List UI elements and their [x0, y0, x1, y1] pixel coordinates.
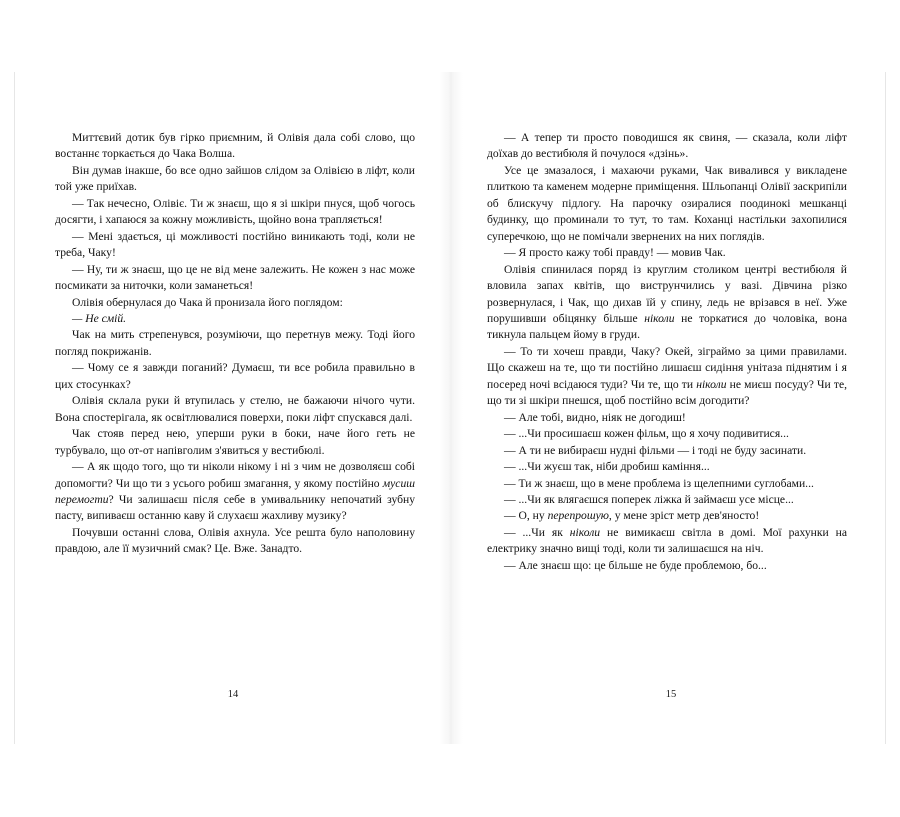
book-pages-container	[14, 72, 886, 744]
paragraph: — А тепер ти просто поводишся як свиня, — сказала, коли ліфт доїхав до вестибюля й почулося «дзінь».	[487, 131, 847, 161]
emphasis-text: мусиш перемогти	[55, 476, 415, 506]
page-number-left: 14	[227, 689, 239, 700]
paragraph: Він думав інакше, бо все одно зайшов слідом за Олівією в ліфт, коли той уже приїхав.	[55, 163, 415, 194]
paragraph: Олівія спинилася поряд із круглим столиком центрі вестибюля й вловила запах квітів, що виструнчились у вазі. Дівчина різко розвернулася, і Чак, що дихав їй у спину, ледь не врізався в неї. Уже порушивши обіцянку більше ніколи не торкатися до чоловіка, вона тикнула пальцем йому в груди.	[487, 262, 847, 342]
paragraph: Чак на мить стрепенувся, розуміючи, що перетнув межу. Тоді його погляд покрижанів.	[55, 328, 415, 358]
paragraph: Миттєвий дотик був гірко приємним, й Олівія дала собі слово, що востаннє торкається до Чака Волша.	[55, 131, 415, 161]
paragraph: — То ти хочеш правди, Чаку? Окей, зіграймо за цими правилами. Що скажеш на те, що ти постійно лишаєш сидіння унітаза піднятим і я посеред ночі всідаюся туди? Чи те, що ти ніколи не миєш посуду? Чи те, що ти зі шкіри пнешся, щоб постійно всім догодити?	[487, 344, 847, 408]
paragraph: — А ти не вибираєш нудні фільми — і тоді не буду засинати.	[504, 443, 807, 457]
paragraph: Олівія склала руки й втупилась у стелю, не бажаючи нічого чути. Вона спостерігала, як освітлювалися поверхи, поки ліфт спускався далі.	[55, 394, 415, 424]
paragraph: — Так нечесно, Олівіє. Ти ж знаєш, що я зі шкіри пнуся, щоб чогось досягти, і хапаюся за кожну можливість, щойно вона трапляється!	[55, 196, 415, 227]
emphasis-text: ніколи	[696, 377, 727, 391]
page-left	[15, 72, 451, 744]
paragraph: — А як щодо того, що ти ніколи нікому і ні з чим не дозволяєш собі допомогти? Чи що ти з усього робиш змагання, у якому постійно мусиш перемогти? Чи залишаєш після себе в умивальнику непочатий зубну пасту, випиваєш останню каву й слухаєш жахливу музику?	[55, 460, 415, 523]
emphasis-text: перепрошую	[547, 509, 609, 523]
paragraph: — ...Чи жуєш так, ніби дробиш каміння...	[504, 460, 710, 474]
paragraph: Олівія обернулася до Чака й пронизала його поглядом:	[72, 295, 343, 309]
page-right	[451, 72, 887, 744]
paragraph: — ...Чи просишаєш кожен фільм, що я хочу подивитися...	[504, 427, 789, 441]
emphasis-text: — Не смій.	[72, 311, 127, 325]
paragraph: — Але знаєш що: це більше не буде проблемою, бо...	[504, 558, 767, 572]
page-left-body	[55, 130, 415, 558]
emphasis-text: ніколи	[644, 311, 675, 325]
paragraph: — ...Чи як ніколи не вимикаєш світла в домі. Мої рахунки на електрику значно вищі тоді, коли ти залишаєшся на ніч.	[487, 525, 847, 556]
paragraph: — Мені здається, ці можливості постійно виникають тоді, коли не треба, Чаку!	[55, 229, 415, 260]
paragraph: — Я просто кажу тобі правду! — мовив Чак.	[504, 246, 726, 260]
paragraph: — Чому се я завжди поганий? Думаєш, ти все робила правильно в цих стосунках?	[55, 361, 415, 391]
paragraph-italic	[55, 311, 415, 327]
paragraph: — О, ну перепрошую, у мене зріст метр дев'яносто!	[504, 509, 760, 523]
page-number-right: 15	[665, 689, 677, 700]
emphasis-text: ніколи	[569, 525, 601, 539]
page-right-body	[487, 130, 847, 574]
paragraph: Чак стояв перед нею, уперши руки в боки, наче його геть не турбувало, що от-от напівголим з'явиться у вестибюлі.	[55, 427, 415, 457]
paragraph: — Ну, ти ж знаєш, що це не від мене залежить. Не кожен з нас може посмикати за ниточки, коли заманеться!	[55, 262, 415, 293]
paragraph: Почувши останні слова, Олівія ахнула. Усе решта було наполовину правдою, але її музичний смак? Це. Вже. Занадто.	[55, 525, 415, 556]
paragraph: — Ти ж знаєш, що в мене проблема із щелепними суглобами...	[504, 476, 814, 490]
paragraph: — ...Чи як влягаєшся поперек ліжка й займаєш усе місце...	[504, 492, 794, 506]
paragraph: Усе це змазалося, і махаючи руками, Чак вивалився у викладене плиткою та каменем модерне приміщення. Шльопанці Олівії заскрипіли об блискучу підлогу. На парочку озиралися поодинокі мешканці будинку, що проминали то тут, то там. Коханці настільки захопилися суперечкою, що не помічали звернених на них поглядів.	[487, 163, 847, 243]
paragraph: — Але тобі, видно, ніяк не догодиш!	[504, 410, 686, 424]
